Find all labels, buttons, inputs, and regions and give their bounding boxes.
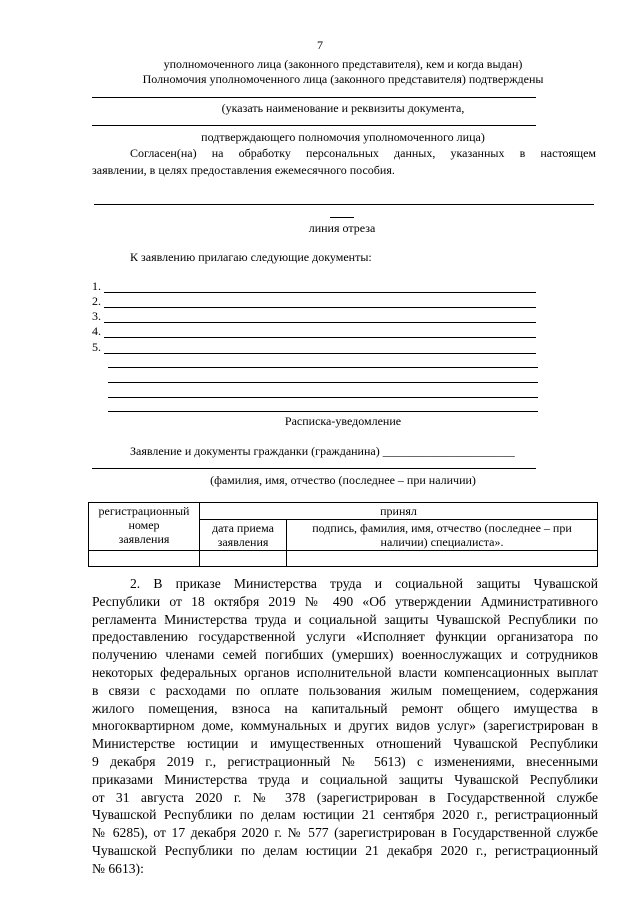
table-cell	[89, 551, 200, 567]
list-item-number: 5.	[92, 340, 101, 354]
accepted-header: принял	[200, 503, 598, 520]
paragraph-line: приказами Министерства труда и социальной защиты Чувашской Республики	[92, 771, 598, 787]
list-item-line	[104, 307, 536, 308]
receipt-title: Расписка-уведомление	[284, 414, 402, 428]
intro-line-2: Полномочия уполномоченного лица (законного представителя) подтверждены	[142, 72, 544, 86]
list-item-number: 3.	[92, 309, 101, 323]
fill-line	[92, 125, 536, 126]
consent-line-2: заявлении, в целях предоставления ежемесячного пособия.	[92, 163, 395, 177]
table-cell	[287, 551, 598, 567]
paragraph-line: Чувашской Республики по делам юстиции 21 сентября 2020 г., регистрационный	[92, 807, 598, 823]
paragraph-line: регламента Министерства труда и социальной защиты Чувашской Республики по	[92, 611, 598, 627]
hint-line-1: (указать наименование и реквизиты документа,	[221, 101, 465, 115]
intro-line-1: уполномоченного лица (законного представителя), кем и когда выдан)	[163, 57, 523, 71]
receipt-hint: (фамилия, имя, отчество (последнее – при наличии)	[210, 473, 476, 487]
list-item-line	[104, 337, 536, 338]
paragraph-line: № 6613):	[92, 860, 144, 876]
paragraph-line: некоторых федеральных органов исполнительной власти компенсационных выплат	[92, 664, 598, 680]
paragraph-line: получению членами семей погибших (умерших) военнослужащих и сотрудников	[92, 647, 598, 663]
fill-line	[92, 97, 536, 98]
paragraph-line: от 31 августа 2020 г. № 378 (зарегистрирован в Государственной службе	[92, 789, 598, 805]
list-item-line	[104, 353, 536, 354]
page-number: 7	[317, 38, 323, 52]
cut-line	[94, 204, 594, 205]
list-item-number: 4.	[92, 324, 101, 338]
paragraph-line: предоставлению государственной услуги «Исполняет функции организатора по	[92, 629, 598, 645]
signature-header: подпись, фамилия, имя, отчество (последнее – при наличии) специалиста».	[287, 520, 598, 551]
paragraph-line: Республики от 18 октября 2019 № 490 «Об утверждении Административного	[92, 593, 598, 609]
list-item-line	[104, 292, 536, 293]
paragraph-line: № 6285), от 17 декабря 2020 г. № 577 (зарегистрирован в Государственной службе	[92, 825, 598, 841]
paragraph-line: Министерстве юстиции и имущественных отношений Чувашской Республики	[92, 736, 598, 752]
extra-line	[108, 367, 538, 368]
reg-number-header: регистрационный номер заявления	[89, 503, 200, 551]
cut-line-mark	[330, 217, 354, 218]
paragraph-line: 2. В приказе Министерства труда и социальной защиты Чувашской	[130, 576, 598, 591]
attach-text: К заявлению прилагаю следующие документы:	[130, 250, 372, 264]
table-cell	[200, 551, 287, 567]
date-header: дата приема заявления	[200, 520, 287, 551]
registration-table	[88, 502, 598, 567]
paragraph-2	[92, 575, 598, 878]
hint-line-2: подтверждающего полномочия уполномоченного лица)	[201, 130, 485, 144]
extra-line	[108, 397, 538, 398]
fill-line	[92, 468, 536, 469]
paragraph-line: в связи с расходами по оплате пользования жилым помещением, содержания	[92, 682, 598, 698]
list-item-number: 2.	[92, 294, 101, 308]
paragraph-line: жилого помещения, взноса на капитальный ремонт общего имущества в	[92, 700, 598, 716]
list-item-line	[104, 322, 536, 323]
paragraph-line: 9 декабря 2019 г., регистрационный № 5613) с изменениями, внесенными	[92, 753, 598, 769]
cut-line-label: линия отреза	[308, 221, 376, 235]
list-item-number: 1.	[92, 279, 101, 293]
paragraph-line: Чувашской Республики по делам юстиции 21 декабря 2020 г., регистрационный	[92, 842, 598, 858]
extra-line	[108, 382, 538, 383]
paragraph-line: многоквартирном доме, коммунальных и других видов услуг» (зарегистрирован в	[92, 718, 598, 734]
receipt-line: Заявление и документы гражданки (гражданина) ______________________	[130, 444, 515, 458]
consent-line-1: Согласен(на) на обработку персональных данных, указанных в настоящем	[130, 146, 596, 160]
extra-line	[108, 411, 538, 412]
